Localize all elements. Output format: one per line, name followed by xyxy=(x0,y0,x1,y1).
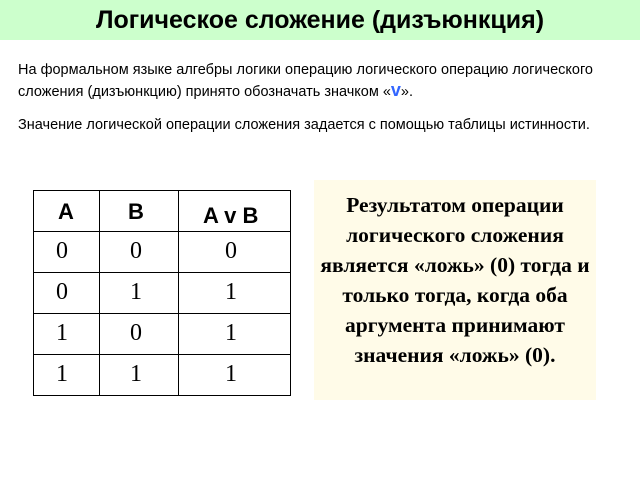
cell-value: 0 xyxy=(130,238,142,264)
header-cell xyxy=(34,191,100,232)
cell-value: 0 xyxy=(225,238,237,264)
table-cell xyxy=(34,232,100,273)
intro-paragraph xyxy=(18,60,618,102)
cell-value: 1 xyxy=(130,361,142,387)
table-description-paragraph: Значение логической операции сложения задается с помощью таблицы истинности. xyxy=(18,117,590,133)
cell-value: 0 xyxy=(56,279,68,305)
table-cell xyxy=(179,232,291,273)
table-cell xyxy=(100,232,179,273)
intro-text-after: ». xyxy=(400,84,414,100)
table-header-row xyxy=(34,191,291,232)
table-row xyxy=(34,314,291,355)
table-cell xyxy=(34,273,100,314)
cell-value: 0 xyxy=(130,320,142,346)
table-cell xyxy=(34,355,100,396)
header-cell xyxy=(179,191,291,232)
table-cell xyxy=(179,355,291,396)
header-b: B xyxy=(128,199,144,224)
page-title: Логическое сложение (дизъюнкция) xyxy=(0,0,640,40)
intro-text-before: На формальном языке алгебры логики операцию логического операцию логического сложения (дизъюнкцию) принято обозначать значком « xyxy=(18,62,593,100)
table-row xyxy=(34,232,291,273)
conclusion-note: Результатом операции логического сложения является «ложь» (0) тогда и только тогда, когда оба аргумента принимают значения «ложь» (0). xyxy=(314,180,596,400)
cell-value: 1 xyxy=(225,279,237,305)
table-cell xyxy=(100,355,179,396)
cell-value: 1 xyxy=(56,361,68,387)
truth-table xyxy=(33,190,291,396)
table-cell xyxy=(100,314,179,355)
table-cell xyxy=(34,314,100,355)
table-cell xyxy=(100,273,179,314)
cell-value: 1 xyxy=(225,320,237,346)
cell-value: 1 xyxy=(56,320,68,346)
cell-value: 1 xyxy=(130,279,142,305)
disjunction-symbol: v xyxy=(390,80,401,100)
cell-value: 0 xyxy=(56,238,68,264)
header-cell xyxy=(100,191,179,232)
table-cell xyxy=(179,314,291,355)
table-cell xyxy=(179,273,291,314)
header-a: A xyxy=(58,199,74,224)
cell-value: 1 xyxy=(225,361,237,387)
header-a-or-b: A v B xyxy=(203,203,259,228)
table-row xyxy=(34,273,291,314)
table-row xyxy=(34,355,291,396)
